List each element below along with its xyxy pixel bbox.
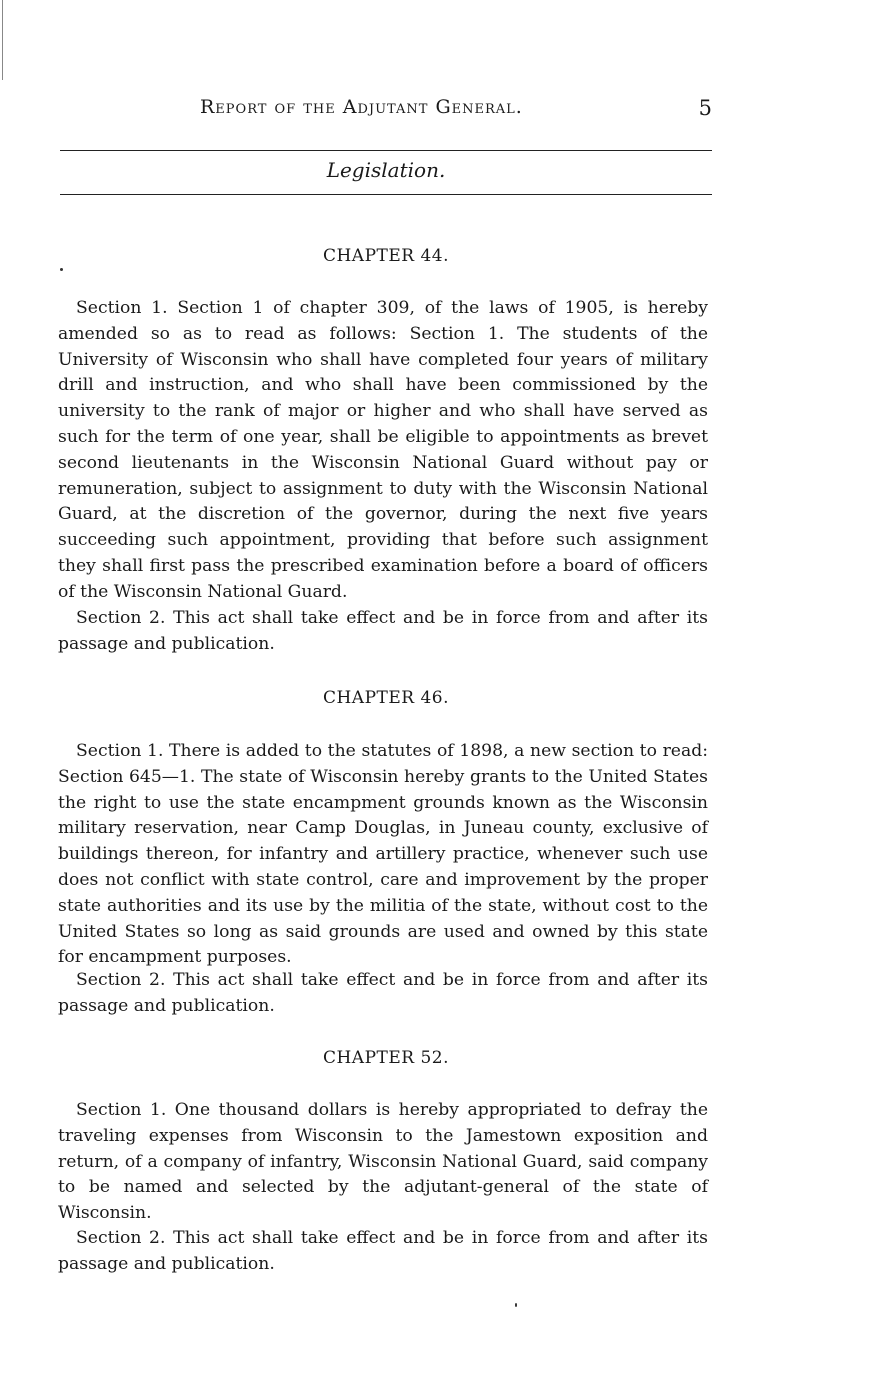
top-rule	[60, 150, 712, 151]
chapter-paragraph: Section 1. Section 1 of chapter 309, of the laws of 1905, is hereby amended so as to read as follows: Section 1. The students of the University of Wisconsin who shall have completed four years of military drill and instruction, and who shall have been commissioned by the university to the rank of major or higher and who shall have served as such for the term of one year, shall be eligible to appointments as brevet second lieutenants in the Wisconsin National Guard without pay or remuneration, subject to assignment to duty with the Wisconsin National Guard, at the discretion of the governor, during the next five years succeeding such appointment, providing that before such assignment they shall first pass the prescribed examination before a board of officers of the Wisconsin National Guard.	[58, 298, 708, 602]
chapter-heading: CHAPTER 44.	[322, 246, 450, 266]
chapter-paragraph: Section 1. One thousand dollars is hereby appropriated to defray the traveling expenses from Wisconsin to the Jamestown exposition and return, of a company of infantry, Wisconsin National Guard, said company to be named and selected by the adjutant-general of the state of Wisconsin.	[58, 1100, 708, 1224]
running-title: Report of the Adjutant General.	[200, 96, 523, 118]
running-header	[60, 96, 712, 126]
chapter-paragraph: Section 2. This act shall take effect and be in force from and after its passage and publication.	[58, 970, 708, 1016]
chapter-heading: CHAPTER 52.	[322, 1048, 450, 1068]
section-title: Legislation.	[326, 158, 446, 182]
scan-speck	[515, 1303, 517, 1307]
page-number: 5	[698, 96, 712, 120]
scan-edge-line	[2, 0, 3, 80]
scan-speck	[60, 268, 63, 271]
chapter-paragraph: Section 1. There is added to the statutes of 1898, a new section to read: Section 645—1. The state of Wisconsin hereby grants to the United States the right to use the state encampment grounds known as the Wisconsin military reservation, near Camp Douglas, in Juneau county, exclusive of buildings thereon, for infantry and artillery practice, whenever such use does not conflict with state control, care and improvement by the proper state authorities and its use by the militia of the state, without cost to the United States so long as said grounds are used and owned by this state for encampment purposes.	[58, 741, 708, 968]
chapter-heading: CHAPTER 46.	[322, 688, 450, 708]
chapter-paragraph: Section 2. This act shall take effect and be in force from and after its passage and publication.	[58, 1228, 708, 1274]
bottom-rule	[60, 194, 712, 195]
chapter-paragraph: Section 2. This act shall take effect and be in force from and after its passage and publication.	[58, 608, 708, 654]
